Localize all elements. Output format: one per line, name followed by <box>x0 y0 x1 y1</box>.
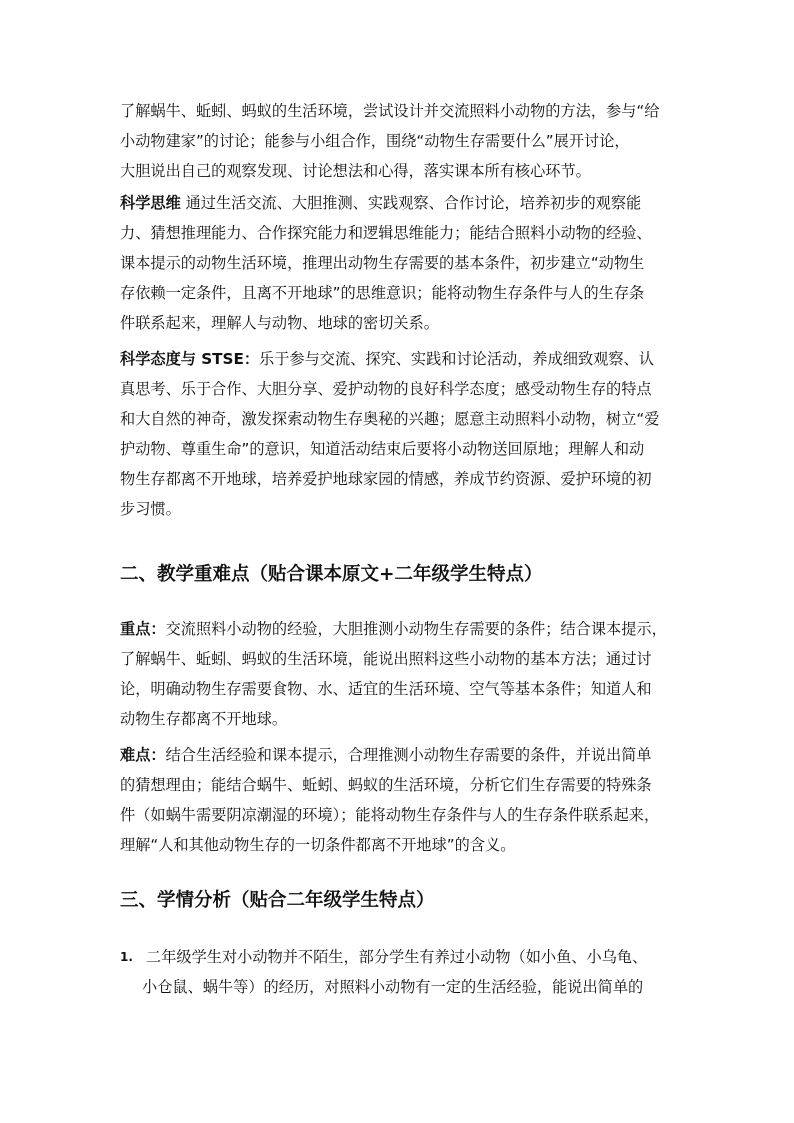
thinking-line-2: 力、猜想推理能力、合作探究能力和逻辑思维能力；能结合照料小动物的经验、 <box>120 224 652 242</box>
intro-line-2: 小动物建家”的讨论；能参与小组合作，围绕“动物生存需要什么”展开讨论， <box>120 132 630 150</box>
list-item <box>142 942 686 1002</box>
diff-label: 难点： <box>120 746 166 764</box>
key-label: 重点： <box>120 620 166 638</box>
attitude-line-6: 步习惯。 <box>120 500 181 518</box>
difficulties-paragraph <box>120 740 680 860</box>
intro-line-1: 了解蜗牛、蚯蚓、蚂蚁的生活环境，尝试设计并交流照料小动物的方法，参与“给 <box>120 102 660 120</box>
key-line-2: 了解蜗牛、蚯蚓、蚂蚁的生活环境，能说出照料这些小动物的基本方法；通过讨 <box>120 650 652 668</box>
diff-first-line <box>120 740 680 770</box>
key-line-4: 动物生存都离不开地球。 <box>120 710 288 728</box>
attitude-line-5: 物生存都离不开地球，培养爱护地球家园的情感，养成节约资源、爱护环境的初 <box>120 470 652 488</box>
attitude-line-2: 真思考、乐于合作、大胆分享、爱护动物的良好科学态度；感受动物生存的特点 <box>120 380 652 398</box>
thinking-first-line <box>120 188 680 218</box>
thinking-paragraph <box>120 188 680 338</box>
intro-line-3: 大胆说出自己的观察发现、讨论想法和心得，落实课本所有核心环节。 <box>120 162 591 180</box>
list-item-line-1: 二年级学生对小动物并不陌生，部分学生有养过小动物（如小鱼、小乌龟、 <box>146 948 648 966</box>
section2-heading: 二、教学重难点（贴合课本原文+二年级学生特点） <box>120 564 543 585</box>
attitude-label: 科学态度与 STSE： <box>120 350 260 368</box>
section3-heading: 三、学情分析（贴合二年级学生特点） <box>120 890 435 911</box>
attitude-first-text: 乐于参与交流、探究、实践和讨论活动，养成细致观察、认 <box>259 350 654 368</box>
key-points-paragraph <box>120 614 680 734</box>
key-first-text: 交流照料小动物的经验，大胆推测小动物生存需要的条件；结合课本提示， <box>165 620 667 638</box>
thinking-label: 科学思维 <box>120 194 181 212</box>
list-item-line-2: 小仓鼠、蜗牛等）的经历，对照料小动物有一定的生活经验，能说出简单的 <box>142 978 644 996</box>
diff-line-2: 的猜想理由；能结合蜗牛、蚯蚓、蚂蚁的生活环境，分析它们生存需要的特殊条 <box>120 776 652 794</box>
intro-paragraph <box>120 96 680 186</box>
diff-first-text: 结合生活经验和课本提示，合理推测小动物生存需要的条件，并说出简单 <box>165 746 652 764</box>
diff-line-4: 理解“人和其他动物生存的一切条件都离不开地球”的含义。 <box>120 836 516 854</box>
list-item-number: 1. <box>120 950 133 964</box>
attitude-first-line <box>120 344 680 374</box>
thinking-first-text: 通过生活交流、大胆推测、实践观察、合作讨论，培养初步的观察能 <box>185 194 642 212</box>
thinking-line-5: 件联系起来，理解人与动物、地球的密切关系。 <box>120 314 439 332</box>
diff-line-3: 件（如蜗牛需要阴凉潮湿的环境）；能将动物生存条件与人的生存条件联系起来， <box>120 806 660 824</box>
thinking-line-3: 课本提示的动物生活环境，推理出动物生存需要的基本条件，初步建立“动物生 <box>120 254 645 272</box>
key-first-line <box>120 614 680 644</box>
attitude-paragraph <box>120 344 680 524</box>
thinking-line-4: 存依赖一定条件，且离不开地球”的思维意识；能将动物生存条件与人的生存条 <box>120 284 645 302</box>
attitude-line-4: 护动物、尊重生命”的意识，知道活动结束后要将小动物送回原地；理解人和动 <box>120 440 645 458</box>
key-line-3: 论，明确动物生存需要食物、水、适宜的生活环境、空气等基本条件；知道人和 <box>120 680 652 698</box>
attitude-line-3: 和大自然的神奇，激发探索动物生存奥秘的兴趣；愿意主动照料小动物，树立“爱 <box>120 410 660 428</box>
